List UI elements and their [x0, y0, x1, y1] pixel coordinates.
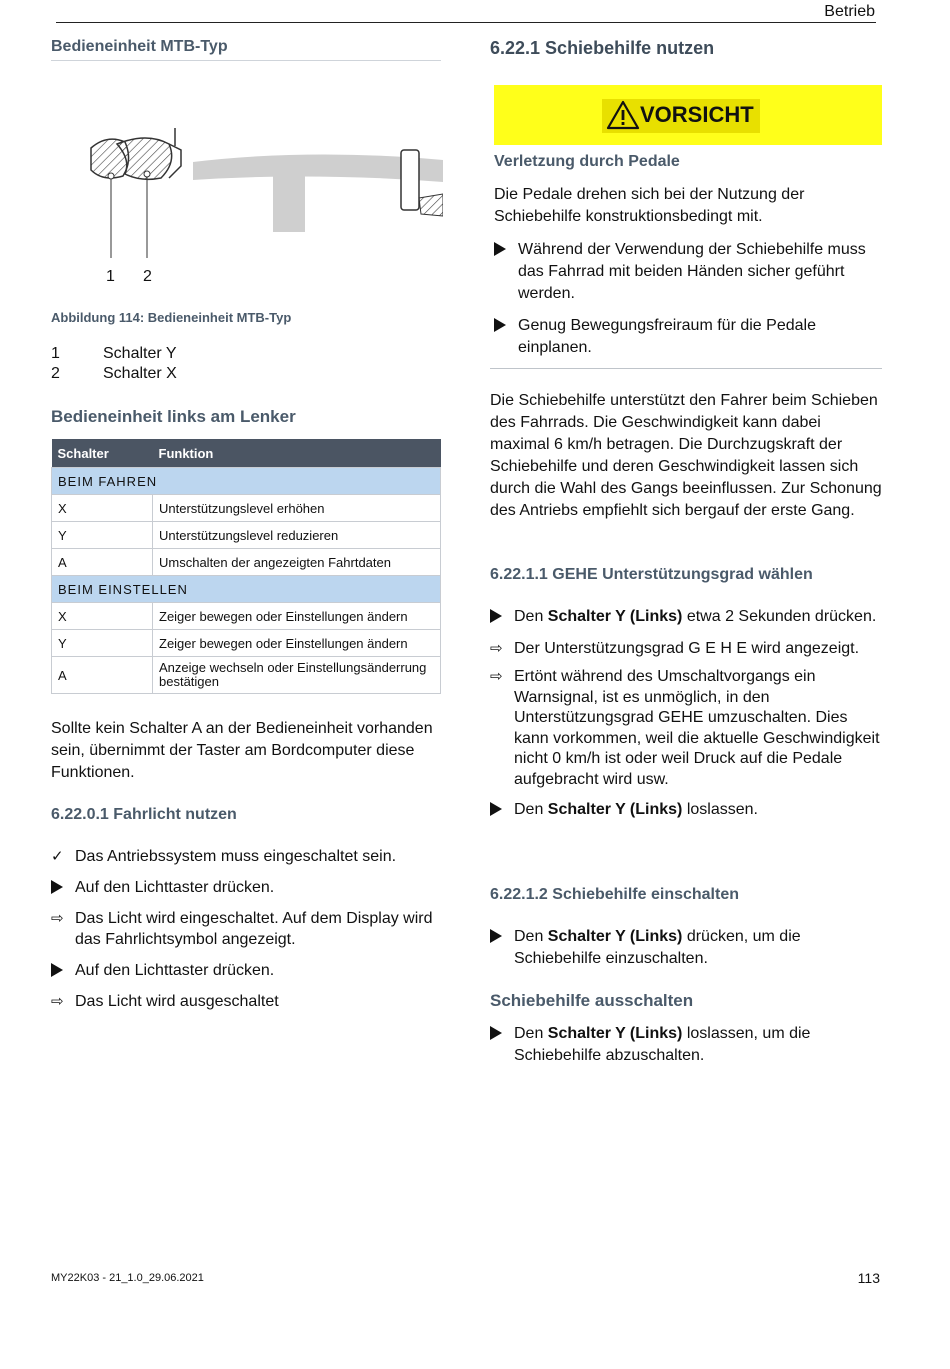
list-item: Den Schalter Y (Links) etwa 2 Sekunden drücken. [490, 606, 882, 627]
callout-1: 1 [106, 268, 115, 285]
table-row: X Unterstützungslevel erhöhen [52, 495, 441, 522]
list-item: Genug Bewegungsfreiraum für die Pedale einplanen. [494, 315, 882, 359]
warning-actions [494, 239, 882, 359]
gehe-steps [490, 606, 882, 820]
gehe-section-title: 6.22.1.1 GEHE Unterstützungsgrad wählen [490, 566, 813, 583]
intro-paragraph: Die Schiebehilfe unterstützt den Fahrer beim Schieben des Fahrrads. Die Geschwindigkeit kann dabei maximal 6 km/h betragen. Die Durchzugskraft der Schiebehilfe und deren Geschwindigkeit lassen sich durch die Wahl des Gangs beeinflussen. Zur Schonung des Antriebs empfiehlt sich bergauf der erste Gang. [490, 392, 882, 519]
table-section-row: BEIM EINSTELLEN [52, 576, 441, 603]
action-triangle-icon [51, 960, 63, 983]
stem-shape [273, 158, 305, 232]
action-triangle-icon [490, 606, 502, 629]
function-table [51, 439, 441, 694]
right-remote-shape [401, 150, 419, 210]
page-number: 113 [857, 1270, 880, 1286]
warning-triangle-icon [606, 100, 640, 130]
warning-label: VORSICHT [640, 102, 754, 127]
list-item: ⇨ Das Licht wird eingeschaltet. Auf dem Display wird das Fahrlichtsymbol angezeigt. [51, 910, 433, 948]
table-row: A Anzeige wechseln oder Einstellungsänderrung bestätigen [52, 657, 441, 694]
action-triangle-icon [490, 799, 502, 822]
col-header-function: Funktion [153, 439, 441, 468]
table-row: Y Zeiger bewegen oder Einstellungen ändern [52, 630, 441, 657]
light-steps [51, 846, 441, 1012]
table-header-row [52, 439, 441, 468]
list-item: ⇨ Das Licht wird ausgeschaltet [51, 993, 279, 1010]
list-item: Auf den Lichttaster drücken. [51, 877, 441, 898]
header-section-title: Betrieb [824, 3, 875, 20]
section-title-mtb: Bedieneinheit MTB-Typ [51, 38, 441, 61]
on-section-title: 6.22.1.2 Schiebehilfe einschalten [490, 886, 739, 903]
result-arrow-icon: ⇨ [51, 910, 64, 927]
result-arrow-icon: ⇨ [51, 993, 64, 1010]
action-triangle-icon [494, 315, 506, 339]
list-item: ⇨ Ertönt während des Umschaltvorgangs ein Warnsignal, ist es unmöglich, in den Unterstützungsgrad GEHE umzuschalten. Dies kann vorkommen, weil die aktuelle Geschwindigkeit nicht 0 km/h ist oder weil Druck auf die Pedale aufgebracht wird usw. [490, 668, 880, 788]
on-steps [490, 926, 882, 970]
list-item: Auf den Lichttaster drücken. [51, 960, 441, 981]
note-paragraph: Sollte kein Schalter A an der Bedieneinheit vorhanden sein, übernimmt der Taster am Bordcomputer diese Funktionen. [51, 720, 433, 781]
section-title-push-assist: 6.22.1 Schiebehilfe nutzen [490, 38, 715, 58]
list-item: ✓ Das Antriebssystem muss eingeschaltet sein. [51, 848, 397, 865]
result-arrow-icon: ⇨ [490, 668, 503, 685]
col-header-switch: Schalter [52, 439, 153, 468]
warning-text: Die Pedale drehen sich bei der Nutzung der Schiebehilfe konstruktionsbedingt mit. [494, 186, 805, 225]
figure-caption: Abbildung 114: Bedieneinheit MTB-Typ [51, 310, 292, 325]
footer-doc-id: MY22K03 - 21_1.0_29.06.2021 [51, 1272, 204, 1284]
result-arrow-icon: ⇨ [490, 640, 503, 657]
list-item: Den Schalter Y (Links) loslassen. [490, 799, 882, 820]
warning-title: Verletzung durch Pedale [494, 153, 680, 170]
table-section-row: BEIM FAHREN [52, 468, 441, 495]
legend-item-1: 1 Schalter Y [51, 345, 177, 362]
legend-item-2: 2 Schalter X [51, 365, 177, 382]
header-rule [56, 22, 876, 23]
list-item: Während der Verwendung der Schiebehilfe muss das Fahrrad mit beiden Händen sicher geführt werden. [494, 239, 882, 305]
action-triangle-icon [51, 877, 63, 900]
action-triangle-icon [494, 239, 506, 263]
check-icon: ✓ [51, 848, 64, 865]
action-triangle-icon [490, 1023, 502, 1047]
table-row: X Zeiger bewegen oder Einstellungen ändern [52, 603, 441, 630]
action-triangle-icon [490, 926, 502, 950]
off-steps [490, 1023, 882, 1067]
table-row: A Umschalten der angezeigten Fahrtdaten [52, 549, 441, 576]
figure-legend [51, 344, 441, 384]
light-section-title: 6.22.0.1 Fahrlicht nutzen [51, 806, 237, 823]
callout-2: 2 [143, 268, 152, 285]
list-item: ⇨ Der Unterstützungsgrad G E H E wird angezeigt. [490, 640, 860, 657]
list-item: Den Schalter Y (Links) loslassen, um die Schiebehilfe abzuschalten. [490, 1023, 882, 1067]
off-section-title: Schiebehilfe ausschalten [490, 991, 694, 1010]
table-title: Bedieneinheit links am Lenker [51, 407, 296, 426]
table-row: Y Unterstützungslevel reduzieren [52, 522, 441, 549]
warning-divider [490, 368, 882, 369]
list-item: Den Schalter Y (Links) drücken, um die Schiebehilfe einzuschalten. [490, 926, 882, 970]
